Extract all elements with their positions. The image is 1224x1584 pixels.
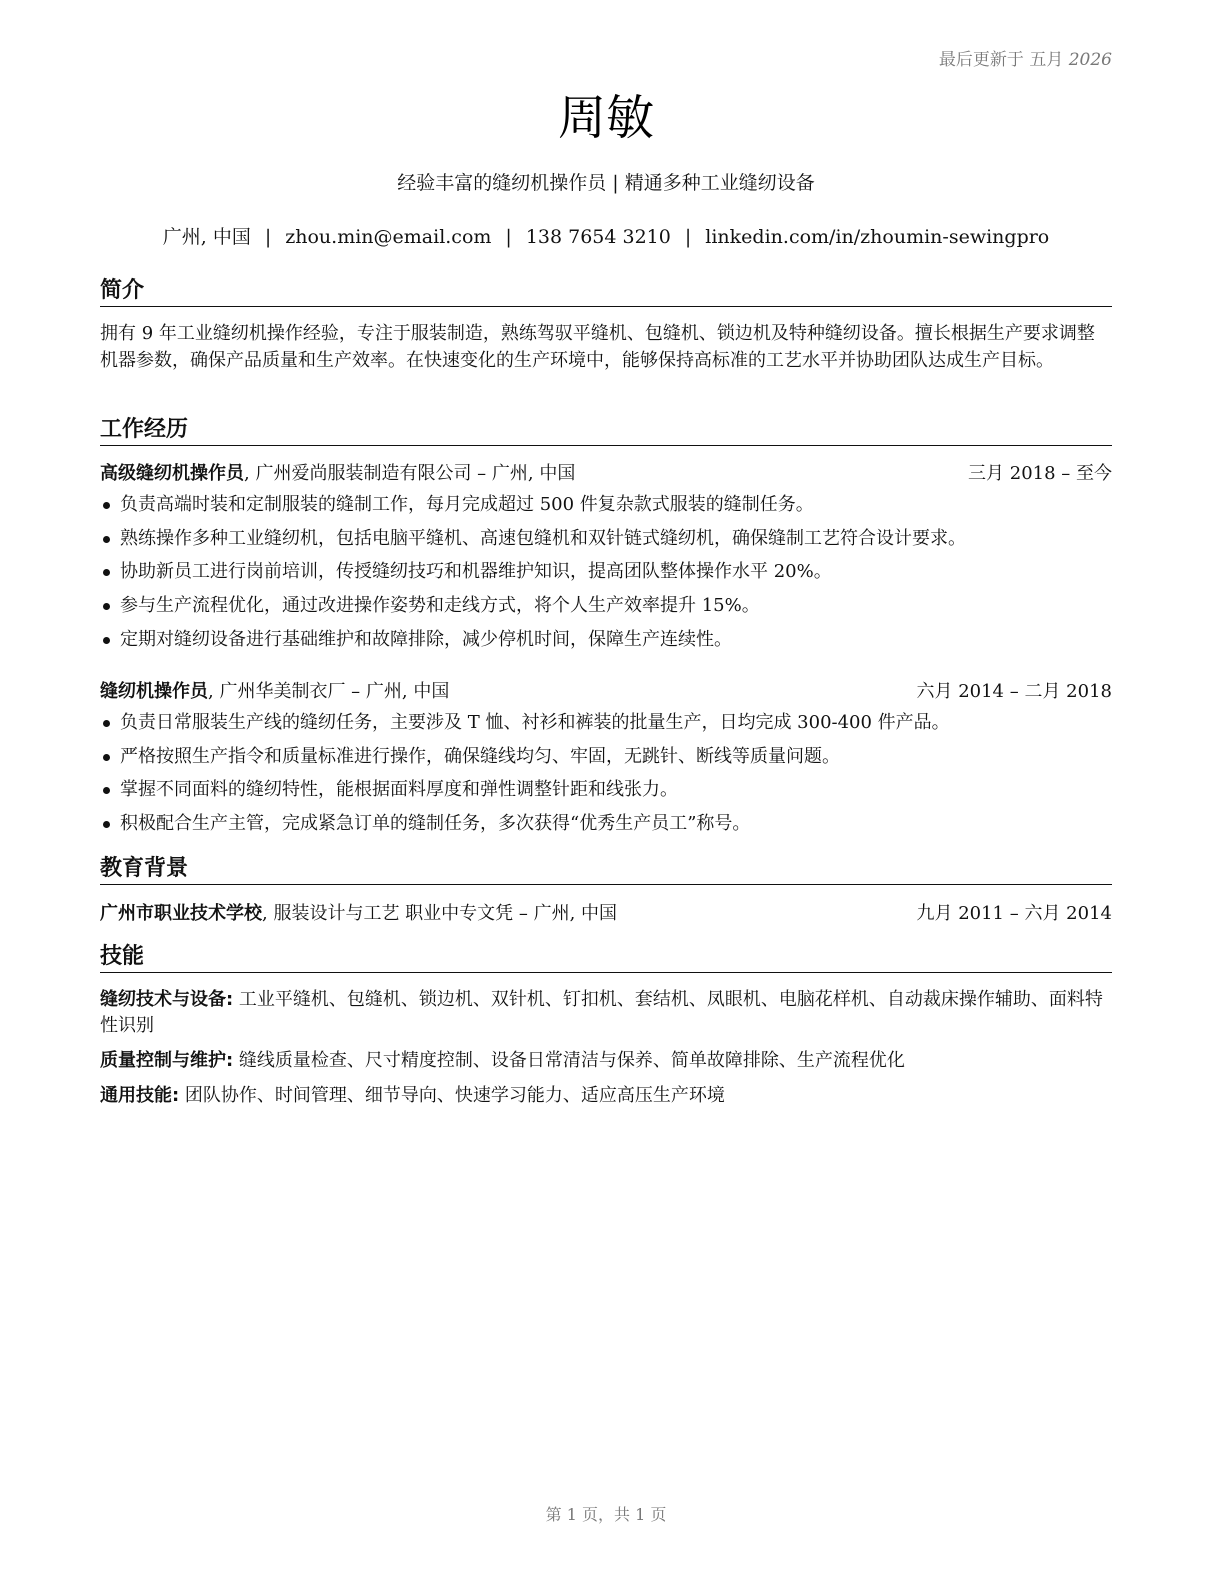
contact-line: [100, 224, 1112, 250]
job-date: 三月 2018 – 至今: [968, 463, 1112, 484]
job-role: 缝纫机操作员: [100, 681, 208, 702]
summary-text: 拥有 9 年工业缝纫机操作经验，专注于服装制造，熟练驾驭平缝机、包缝机、锁边机及特种缝纫设备。擅长根据生产要求调整机器参数，确保产品质量和生产效率。在快速变化的生产环境中，能够保持高标准的工艺水平并协助团队达成生产目标。: [100, 323, 1095, 371]
tagline: 经验丰富的缝纫机操作员 | 精通多种工业缝纫设备: [397, 172, 815, 194]
job-bullets: [100, 706, 1112, 841]
section-title-education: 教育背景: [100, 855, 1112, 885]
job-org: , 广州华美制衣厂 – 广州, 中国: [208, 681, 450, 702]
section-title-experience: 工作经历: [100, 416, 1112, 446]
list-item: 掌握不同面料的缝纫特性，能根据面料厚度和弹性调整针距和线张力。: [100, 773, 1112, 807]
skill-value: 工业平缝机、包缝机、锁边机、双针机、钉扣机、套结机、凤眼机、电脑花样机、自动裁床操作辅助、面料特性识别: [100, 989, 1103, 1036]
list-item: 定期对缝纫设备进行基础维护和故障排除，减少停机时间，保障生产连续性。: [100, 623, 1112, 657]
candidate-name: 周敏: [557, 90, 654, 146]
list-item: 积极配合生产主管，完成紧急订单的缝制任务，多次获得“优秀生产员工”称号。: [100, 807, 1112, 841]
list-item: 协助新员工进行岗前培训，传授缝纫技巧和机器维护知识，提高团队整体操作水平 20%。: [100, 555, 1112, 589]
list-item: 严格按照生产指令和质量标准进行操作，确保缝线均匀、牢固，无跳针、断线等质量问题。: [100, 740, 1112, 774]
skill-value: 团队协作、时间管理、细节导向、快速学习能力、适应高压生产环境: [179, 1085, 725, 1106]
contact-location: 广州, 中国: [162, 226, 251, 248]
list-item: 熟练操作多种工业缝纫机，包括电脑平缝机、高速包缝机和双针链式缝纫机，确保缝制工艺符合设计要求。: [100, 522, 1112, 556]
skill-value: 缝线质量检查、尺寸精度控制、设备日常清洁与保养、简单故障排除、生产流程优化: [233, 1050, 905, 1071]
skill-group: [100, 987, 1112, 1039]
job-role: 高级缝纫机操作员: [100, 463, 244, 484]
job-bullets: [100, 488, 1112, 657]
job-org: , 广州爱尚服装制造有限公司 – 广州, 中国: [244, 463, 576, 484]
education-date: 九月 2011 – 六月 2014: [916, 903, 1112, 924]
education-detail: , 服装设计与工艺 职业中专文凭 – 广州, 中国: [262, 903, 618, 924]
education-entry: [100, 901, 1112, 927]
list-item: 负责高端时装和定制服装的缝制工作，每月完成超过 500 件复杂款式服装的缝制任务。: [100, 488, 1112, 522]
contact-separator: |: [264, 226, 272, 248]
contact-phone: 138 7654 3210: [525, 226, 671, 248]
list-item: 负责日常服装生产线的缝纫任务，主要涉及 T 恤、衬衫和裤装的批量生产，日均完成 300-400 件产品。: [100, 706, 1112, 740]
section-title-skills: 技能: [100, 943, 1112, 973]
skill-label: 通用技能:: [100, 1085, 180, 1106]
job-header: [100, 461, 1112, 487]
resume-page: [100, 0, 1112, 1584]
contact-separator: |: [684, 226, 692, 248]
skill-group: [100, 1083, 1112, 1109]
last-updated-prefix: 最后更新于 五月: [938, 50, 1064, 70]
skill-label: 缝纫技术与设备:: [100, 989, 234, 1010]
page-footer: 第 1 页，共 1 页: [545, 1505, 667, 1524]
job-header: [100, 679, 1112, 705]
job-date: 六月 2014 – 二月 2018: [916, 681, 1112, 702]
section-title-summary: 简介: [100, 277, 1112, 307]
list-item: 参与生产流程优化，通过改进操作姿势和走线方式，将个人生产效率提升 15%。: [100, 589, 1112, 623]
skill-label: 质量控制与维护:: [100, 1050, 234, 1071]
last-updated-year: 2026: [1068, 50, 1112, 70]
skill-group: [100, 1048, 1112, 1074]
last-updated: [939, 45, 1112, 70]
contact-linkedin[interactable]: linkedin.com/in/zhoumin-sewingpro: [705, 226, 1050, 248]
contact-separator: |: [505, 226, 512, 248]
contact-email[interactable]: zhou.min@email.com: [285, 226, 492, 248]
education-school: 广州市职业技术学校: [100, 903, 262, 924]
